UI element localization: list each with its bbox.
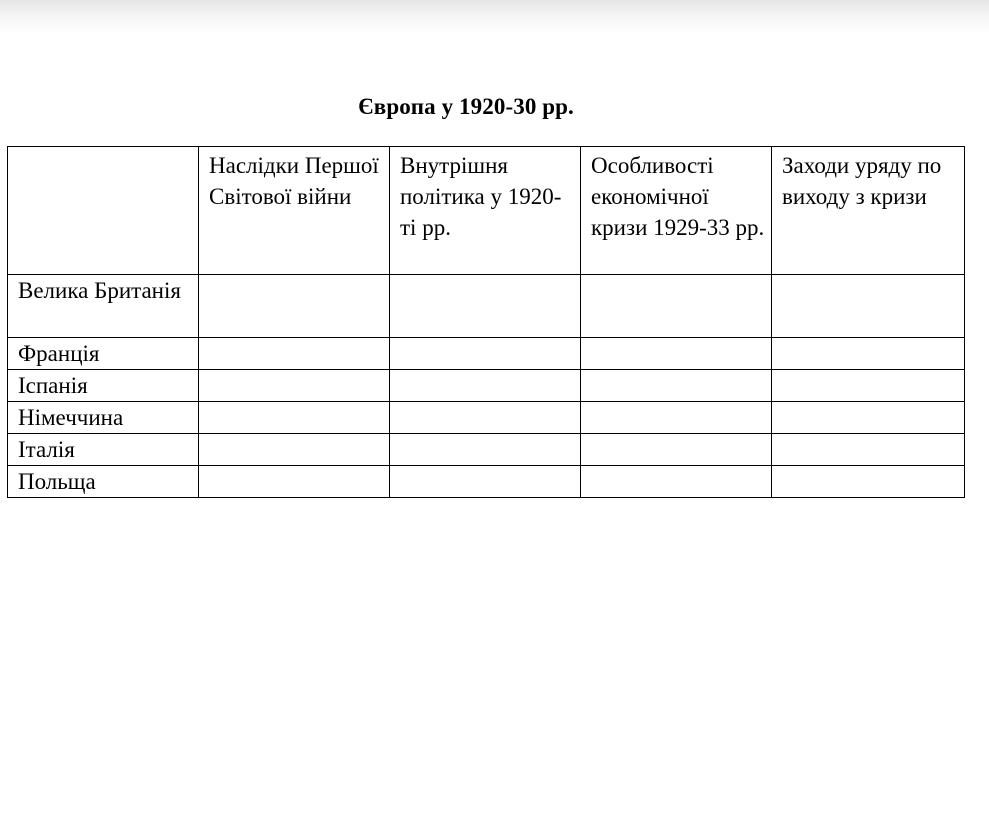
table-cell: [390, 370, 581, 402]
row-label-germany: Німеччина: [8, 402, 199, 434]
table-row: [8, 338, 965, 370]
table-cell: [390, 466, 581, 498]
header-cell-consequences: Наслідки Першої Світової війни: [199, 147, 390, 275]
table-cell: [199, 275, 390, 338]
table-cell: [772, 466, 965, 498]
table-row: [8, 370, 965, 402]
header-cell-crisis-features: Особливості економічної кризи 1929-33 рр.: [581, 147, 772, 275]
table-cell: [390, 402, 581, 434]
table-cell: [581, 466, 772, 498]
table-cell: [199, 338, 390, 370]
table-cell: [581, 370, 772, 402]
table-cell: [772, 275, 965, 338]
table-row: [8, 466, 965, 498]
table-cell: [772, 434, 965, 466]
header-corner-cell: [8, 147, 199, 275]
table-row: [8, 275, 965, 338]
top-shadow: [0, 0, 989, 34]
row-label-france: Франція: [8, 338, 199, 370]
table-cell: [199, 434, 390, 466]
table-cell: [581, 434, 772, 466]
table-row: [8, 402, 965, 434]
table-cell: [199, 402, 390, 434]
document-title: Європа у 1920-30 рр.: [358, 94, 574, 119]
table-cell: [772, 370, 965, 402]
table-cell: [772, 402, 965, 434]
row-label-italy: Італія: [8, 434, 199, 466]
table-row: [8, 434, 965, 466]
data-table: [7, 146, 965, 498]
header-cell-domestic-policy: Внутрішня політика у 1920-ті рр.: [390, 147, 581, 275]
table-cell: [199, 370, 390, 402]
table-cell: [390, 434, 581, 466]
row-label-great-britain: Велика Британія: [8, 275, 199, 338]
table-cell: [390, 338, 581, 370]
table-header-row: [8, 147, 965, 275]
table-cell: [581, 275, 772, 338]
row-label-spain: Іспанія: [8, 370, 199, 402]
header-cell-government-measures: Заходи уряду по виходу з кризи: [772, 147, 965, 275]
row-label-poland: Польща: [8, 466, 199, 498]
table-cell: [581, 338, 772, 370]
table-cell: [390, 275, 581, 338]
table-cell: [199, 466, 390, 498]
table-cell: [581, 402, 772, 434]
table-cell: [772, 338, 965, 370]
